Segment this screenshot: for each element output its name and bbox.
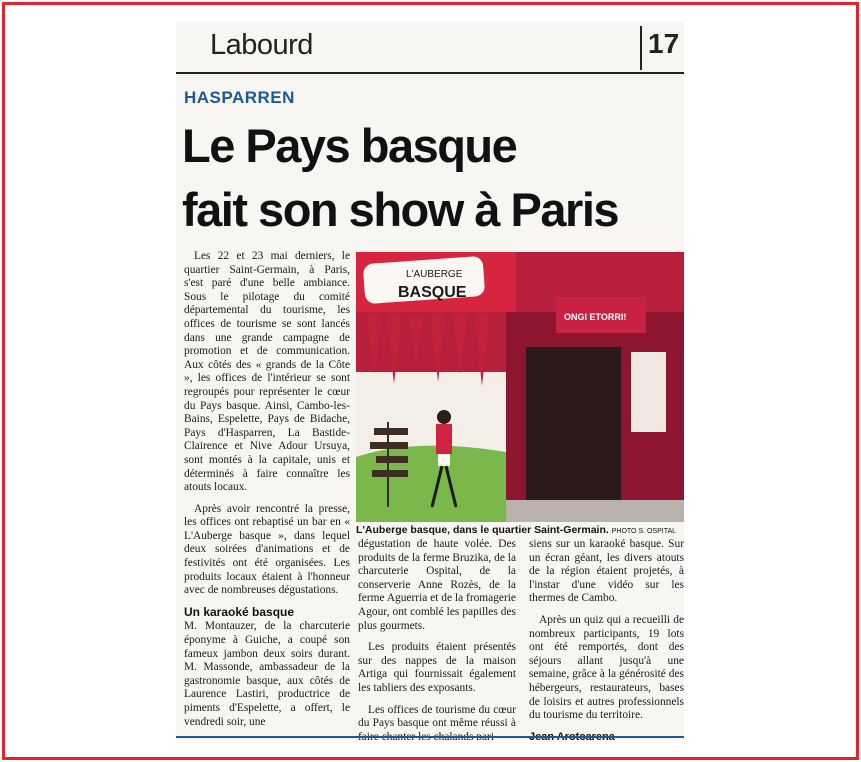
newspaper-clipping — [176, 22, 684, 740]
page-number: 17 — [648, 28, 680, 59]
storefront-illustration — [356, 252, 684, 522]
paragraph: Les 22 et 23 mai derniers, le quartier Saint-Germain, à Paris, s'est paré d'une belle ambiance. Sous le pilotage du comité départemental du tourisme, les offices de tourisme se sont lancés dans une grande campagne de promotion et de communication. Aux côtés des « grands de la Côte », les offices de l'intérieur se sont regroupés pour représenter le cœur du Pays basque. Ainsi, Cambo-les-Bains, Espelette, Pays de Bidache, Pays d'Hasparren, La Bastide-Clairence et Nive Adour Ursuya, sont montés à la capitale, unis et déterminés à faire connaître les atouts locaux. — [184, 250, 350, 494]
header-divider — [640, 26, 642, 70]
paragraph: siens sur un karaoké basque. Sur un écran géant, les divers atouts de la région étaient projetés, à l'instar d'une vidéo sur les thermes de Cambo. — [529, 538, 684, 605]
headline-line-2: fait son show à Paris — [182, 183, 619, 236]
article-subhead: Un karaoké basque — [184, 604, 295, 619]
paragraph: Les produits étaient présentés sur des nappes de la maison Artiga qui fournissait également les tabliers des exposants. — [358, 641, 516, 694]
headline-line-1: Le Pays basque — [182, 119, 517, 172]
paragraph: Les offices de tourisme du cœur du Pays basque ont même réussi à — [358, 703, 516, 730]
paragraph: M. Montauzer, de la charcuterie éponyme à Guiche, a coupé son fameux jambon deux soirs durant. M. Massonde, ambassadeur de la gastronomie basque, aux côtés de Laurence Lastiri, productrice de piments d'Espelette, a offert, le vendredi soir, une — [184, 620, 350, 728]
page-header — [176, 22, 684, 74]
sign-text-2: BASQUE — [398, 284, 467, 301]
article-kicker: HASPARREN — [184, 88, 295, 107]
article-photo — [356, 252, 684, 522]
section-title: Labourd — [210, 29, 313, 61]
article-column-2 — [358, 538, 516, 740]
sign-text-1: L'AUBERGE — [406, 269, 463, 280]
article-column-1 — [184, 250, 350, 737]
caption-text: L'Auberge basque, dans le quartier Saint-Germain. — [356, 524, 609, 536]
photo-credit: PHOTO S. OSPITAL — [611, 528, 677, 535]
article-column-3 — [529, 538, 684, 740]
photo-caption — [356, 524, 684, 536]
awning-text: ONGI ETORRI! — [564, 312, 627, 322]
paragraph: dégustation de haute volée. Des produits de la ferme Bruzika, de la charcuterie Ospital, de la conserverie Anne Rozès, de la ferme Aguerria et de la fromagerie Agour, ont comblé les papilles des plus gourmets. — [358, 538, 516, 632]
bottom-rule — [176, 736, 684, 738]
paragraph: Après avoir rencontré la presse, les offices ont rebaptisé un bar en « L'Auberge basque », dans lequel deux soirées d'animations et de festivités ont été organisées. Les produits locaux étaient à l'honneur avec de nombreuses dégustations. — [184, 502, 350, 597]
paragraph: Après un quiz qui a recueilli de nombreux participants, 19 lots ont été remportés, dont des séjours allant jusqu'à une semaine, grâce à la générosité des hébergeurs, restaurateurs, bases de loisirs et autres professionnels du tourisme du territoire. — [529, 613, 684, 722]
